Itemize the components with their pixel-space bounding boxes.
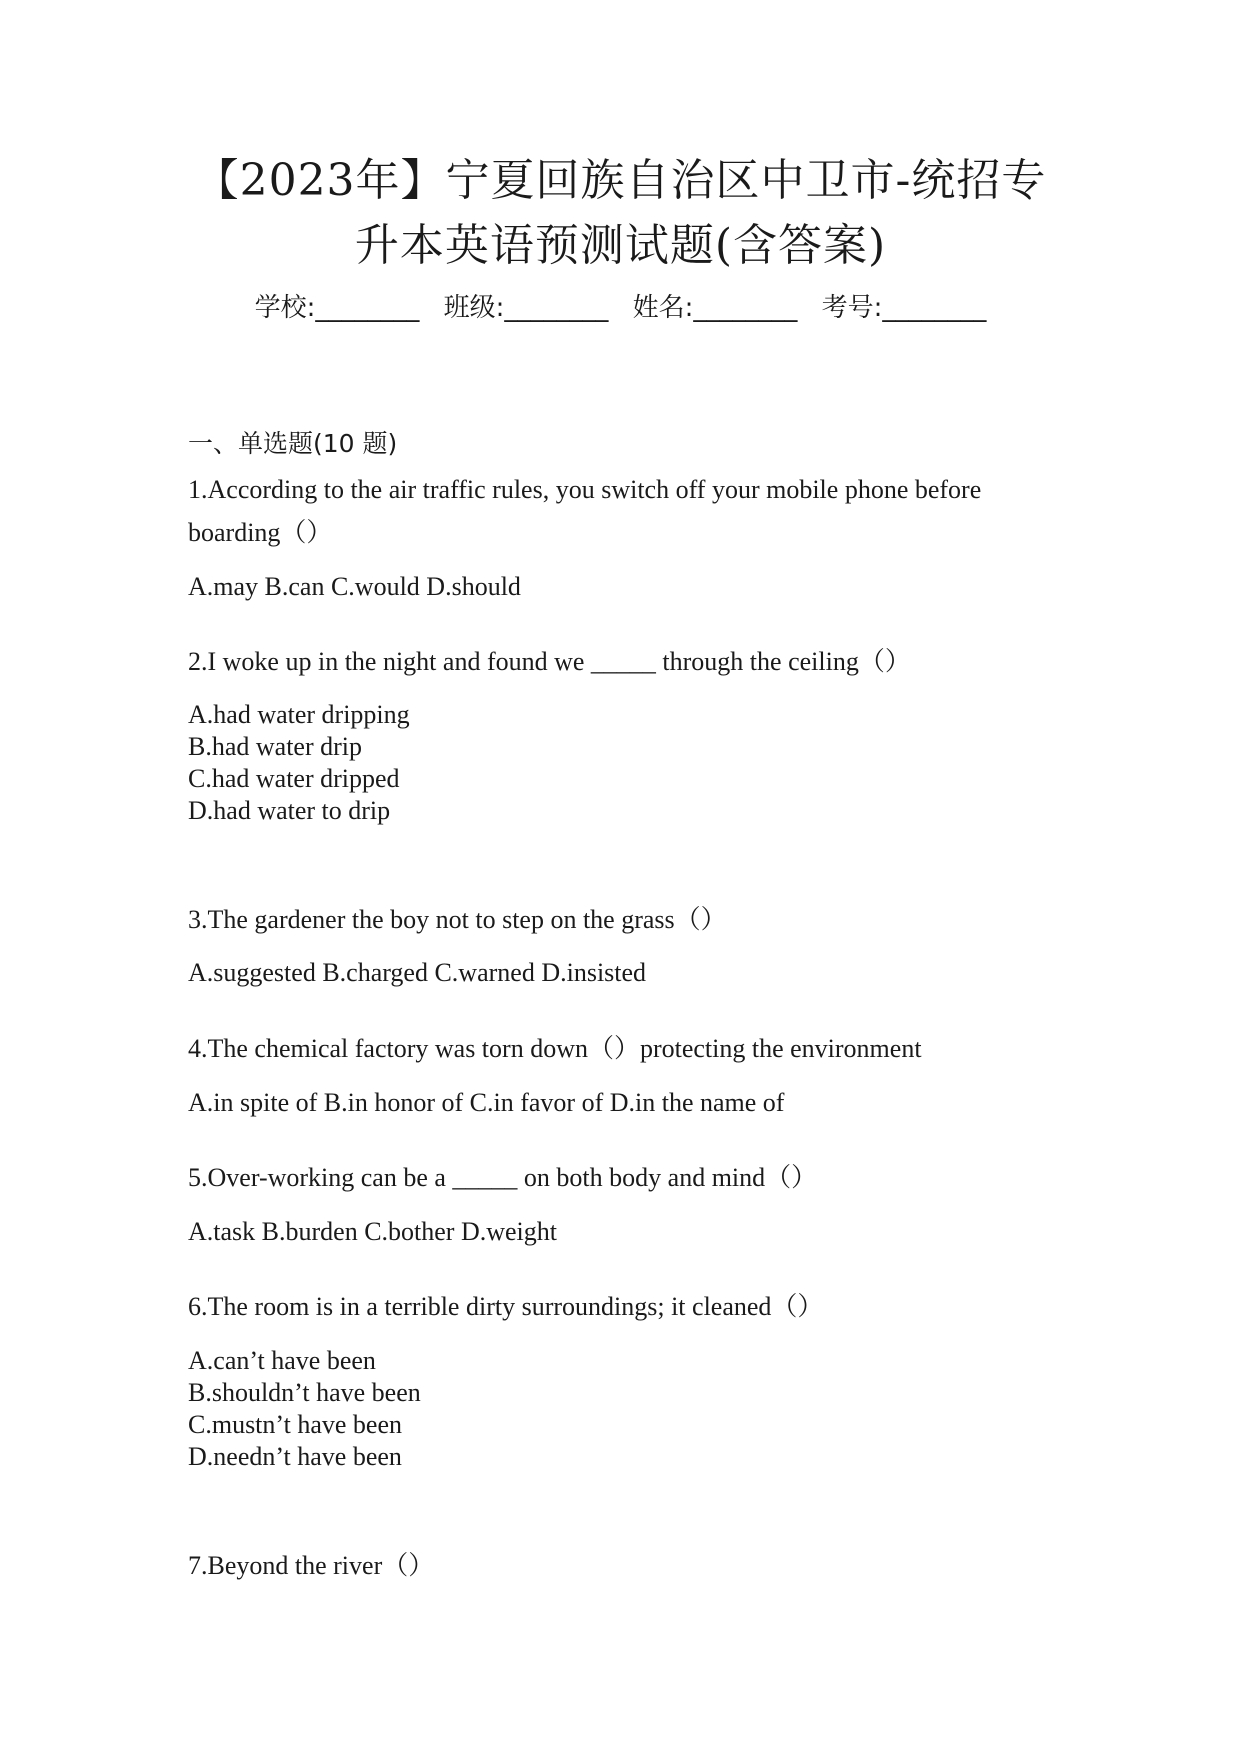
document-title-line-1: 【2023年】宁夏回族自治区中卫市-统招专 [194,155,1047,206]
question-2-option-c: C.had water dripped [188,764,400,793]
question-1-options: A.may B.can C.would D.should [188,572,521,601]
question-4-options: A.in spite of B.in honor of C.in favor of D.in the name of [188,1088,785,1117]
question-2-option-b: B.had water drip [188,732,363,761]
question-3-stem: 3.The gardener the boy not to step on the grass（） [188,905,727,934]
class-field: 班级:________ [443,293,609,323]
question-6-stem: 6.The room is in a terrible dirty surroundings; it cleaned（） [188,1292,824,1321]
section-heading [188,428,397,460]
question-1-stem-line-2: boarding（） [188,518,333,547]
question-2-option-a: A.had water dripping [188,700,410,729]
section-heading-text: 一、单选题(10 题) [188,429,398,458]
document-title-line-2: 升本英语预测试题(含答案) [354,220,887,271]
question-7-stem: 7.Beyond the river（） [188,1551,435,1580]
question-2-stem: 2.I woke up in the night and found we _____ through the ceiling（） [188,647,911,676]
student-info-row [0,290,1241,326]
question-6-option-a: A.can’t have been [188,1346,376,1375]
question-6-option-d: D.needn’t have been [188,1442,402,1471]
exam-number-field: 考号:________ [821,293,987,323]
question-1-stem-line-1: 1.According to the air traffic rules, you switch off your mobile phone before [188,475,982,504]
question-5-stem: 5.Over-working can be a _____ on both body and mind（） [188,1163,818,1192]
question-6-option-c: C.mustn’t have been [188,1410,402,1439]
question-5-options: A.task B.burden C.bother D.weight [188,1217,558,1246]
school-field: 学校:________ [254,293,420,323]
question-3-options: A.suggested B.charged C.warned D.insisted [188,958,647,987]
question-4-stem: 4.The chemical factory was torn down（）protecting the environment [188,1034,922,1063]
name-field: 姓名:________ [632,293,798,323]
question-6-option-b: B.shouldn’t have been [188,1378,421,1407]
question-2-option-d: D.had water to drip [188,796,391,825]
